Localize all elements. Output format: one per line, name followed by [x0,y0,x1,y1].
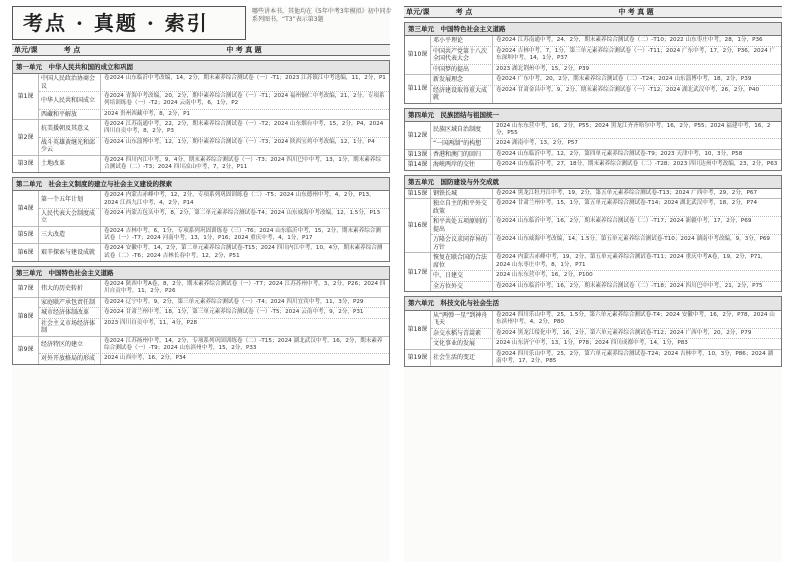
lesson-label: 第19课 [405,350,431,367]
table-row [431,217,781,235]
table-row [431,311,781,329]
unit-block [404,22,782,104]
table-row [431,139,781,149]
table-row [431,350,781,367]
lesson-block [405,150,781,161]
topic-cell: 抗美援朝及其意义 [39,120,101,137]
questions-cell: 2024 贵州西藏中考，8，2分，P1 [104,110,191,117]
topic-cell: 人民代表大会制度成立 [39,209,101,226]
column-header-unit: 单元/课 [406,7,430,16]
lesson-rows [431,311,781,349]
questions-cell: 2024 山东东营中考，16，2分，P55；2024 黑龙江齐齐哈尔中考，16，2分，P55；2024 福建中考，16，2分，P55 [496,122,771,137]
lesson-rows [39,191,389,226]
table-row [39,319,389,336]
table-row [431,150,781,160]
unit-heading: 第六单元 科技文化与社会生活 [405,297,781,310]
table-row [431,75,781,86]
lesson-rows [431,350,781,367]
unit-heading: 第二单元 社会主义制度的建立与社会主义建设的探索 [13,178,389,191]
unit-heading: 第三单元 中国特色社会主义道路 [405,23,781,36]
lesson-rows [431,253,781,291]
left-page [12,6,390,562]
table-row [39,191,389,209]
lesson-rows [39,120,389,155]
table-row [39,244,389,261]
lesson-label: 第7课 [13,280,39,297]
table-row [39,138,389,155]
lesson-rows [431,75,781,103]
table-row [39,227,389,244]
topic-cell: 杂交水稻与青蒿素 [431,329,493,339]
lesson-rows [431,160,781,170]
right-page [404,6,782,562]
column-header-topic: 考 点 [455,7,473,16]
lesson-block [13,280,389,298]
table-row [39,110,389,120]
topic-cell: 和平共处五项原则的提出 [431,217,493,234]
table-row [39,120,389,138]
topic-cell: 艰辛探索与建设成就 [39,244,101,261]
topic-cell: 伟大的历史转折 [39,280,101,297]
table-row [431,36,781,47]
topic-cell: 中国人民政治协商会议 [39,74,101,91]
column-header-unit: 单元/课 [14,45,38,54]
lesson-label: 第6课 [13,244,39,261]
table-row [39,156,389,173]
lesson-rows [39,280,389,297]
questions-cell: 卷2024 山东威海中考改编，14，1.5分，第五单元素养综合测试卷-T10；2024 湖南中考改编，9，3分，P69 [496,236,770,243]
questions-cell: 卷2024 山东临沂中考，27，18分，期末素养综合测试卷（二）-T28；2023 四川达州中考改编，23，2分，P63 [496,161,778,168]
questions-cell: 卷2024 山东临沂中考，16，2分，期末素养综合测试卷（二）-T18；2024 四川巴中中考，21，2分，P75 [496,282,763,289]
column-header-questions: 中 考 真 题 [226,45,262,54]
topic-cell: 土地改革 [39,156,101,173]
topic-cell: 邓小平理论 [431,36,493,46]
lesson-label: 第15课 [405,189,431,199]
topic-cell: 社会主义市场经济体制 [39,319,101,336]
questions-cell: 卷2024 安徽中考，14，2分，第二单元素养综合测试卷-T15；2024 四川内江中考，10，4分，期末素养综合测试卷（二）-T6；2024 吉林长春中考，12，2分，P51 [104,245,383,259]
column-header-topic: 考 点 [63,45,81,54]
lesson-label: 第8课 [13,298,39,336]
questions-cell: 2023 四川自贡中考，11，4分，P28 [104,319,198,326]
questions-cell: 2024 湖南中考，13，2分，P57 [496,140,578,147]
lesson-block [13,74,389,120]
topic-cell: 中国梦的提出 [431,65,493,75]
questions-cell: 卷2024 江苏南通中考，24，2分，期末素养综合测试卷（二）-T10；2022 山东枣庄中考，28，1分，P36 [496,37,763,44]
questions-cell: 2024 山东东营中考，16，2分，P100 [496,272,593,279]
lesson-rows [39,74,389,119]
topic-cell: 西藏和平解放 [39,110,101,120]
topic-cell: 万隆会议求同存异的方针 [431,235,493,252]
unit-block [12,266,390,365]
lesson-label: 第17课 [405,253,431,291]
unit-block [12,177,390,262]
questions-cell: 卷2024 四川内江中考，9，4分，期末素养综合测试卷（一）-T3；2024 四川巴中中考，13，1分，期末素养综合测试卷（二）-T3；2024 四川凉山中考，7，2分，P11 [104,156,381,170]
questions-cell: 卷2024 甘肃兰州中考，18，1分，第三单元素养综合测试卷（一）-T5；2024 云南中考，9，2分，P31 [104,309,364,316]
questions-cell: 卷2024 甘肃金昌中考，9，2分，期末素养综合测试卷（一）-T12；2024 湖北武汉中考，26，2分，P40 [496,86,760,93]
unit-heading: 第一单元 中华人民共和国的成立和巩固 [13,61,389,74]
lesson-label: 第13课 [405,150,431,160]
topic-cell: 对外开放格局的形成 [39,354,101,364]
table-row [431,253,781,271]
topic-cell: 从“两弹一星”到神舟飞天 [431,311,493,328]
table-row [431,86,781,103]
lesson-block [405,350,781,367]
topic-cell: 文化事业的发展 [431,339,493,349]
lesson-block [405,199,781,253]
topic-cell: 钢铁长城 [431,189,493,199]
table-row [39,280,389,297]
lesson-block [405,253,781,291]
lesson-label: 第9课 [13,337,39,364]
topic-cell: 社会生活的变迁 [431,350,493,367]
table-row [431,65,781,75]
lesson-label: 第10课 [405,36,431,74]
lesson-block [405,75,781,103]
topic-cell: 家庭联产承包责任制 [39,298,101,308]
questions-cell: 卷2024 山东临沂中考，12，2分，第四单元素养综合测试卷-T9；2023 天津中考，10，3分，P58 [496,150,743,157]
questions-cell: 卷2024 吉林中考，7，1分，第三单元素养综合测试卷（一）-T11；2024 广东中考，17，2分，P36，2024 广东深圳中考，14，1分，P37 [496,47,776,61]
questions-cell: 卷2024 陕西中考A卷，8，2分，期末素养综合测试卷（一）-T7；2024 江苏苏州中考，3，2分，P26；2024 四川自贡中考，11，2分，P26 [104,281,386,295]
column-header-questions: 中 考 真 题 [618,7,654,16]
unit-heading: 第四单元 民族团结与祖国统一 [405,109,781,122]
topic-cell: 经济建设取得重大成就 [431,86,493,103]
questions-cell: 卷2024 江苏南通中考，22，2分，期末素养综合测试卷（一）-T2；2024 山东烟台中考，15，2分，P4，2024 四川自贡中考，8，2分，P3 [104,121,384,135]
unit-block [404,296,782,367]
questions-cell: 2024 山东济宁中考，13，1分，P78；2024 四川成都中考，14，1分，P83 [496,340,688,347]
table-row [431,339,781,349]
lesson-block [405,160,781,170]
lesson-block [405,311,781,350]
lesson-label: 第11课 [405,75,431,103]
questions-cell: 卷2024 内蒙古赤峰中考，12，2分，专项系列巩固训练卷（二）-T5；2024 山东德州中考，4，2分，P13，2024 江西九江中考，4，2分，P14 [104,192,375,206]
questions-cell: 卷2024 山东淄博中考，12，1分，期中素养综合测试卷（一）-T3；2024 陕西宝鸡中考改编，12，1分，P4 [104,138,375,145]
questions-cell: 卷2024 山东临沂中考改编，14，2分，期末素养综合测试卷（一）-T1；2023 江苏镇江中考选编，11，2分，P1 [104,75,386,82]
topic-cell: 民族区域自治制度 [431,122,493,139]
lesson-label: 第14课 [405,160,431,170]
unit-heading: 第三单元 中国特色社会主义道路 [13,267,389,280]
questions-cell: 2024 山西中考，16，2分，P34 [104,355,186,362]
lesson-block [13,120,389,156]
questions-cell: 卷2024 吉林中考，6，1分，专项系列巩固训练卷（三）-T6；2024 山东临沂中考，15，2分，期末素养综合测试卷（一）-T7；2024 河南中考，13，1分，P16；2024 重庆中考，4，1分，P17 [104,227,381,242]
table-row [431,271,781,282]
lesson-label: 第12课 [405,122,431,149]
topic-cell: “一国两制”的构想 [431,139,493,149]
topic-cell: 全方位外交 [431,282,493,292]
unit-block [12,60,390,173]
topic-cell: 战斗英雄黄继光和邱少云 [39,138,101,155]
lesson-block [13,227,389,245]
table-row [39,298,389,309]
title-box [12,6,246,40]
left-header [12,6,390,54]
unit-block [404,175,782,293]
lesson-block [13,337,389,364]
questions-cell: 卷2024 内蒙古赤峰中考，19，2分，第五单元素养综合测试卷-T11；2024 重庆中考A卷，19，2分，P71，2024 山东枣庄中考，8，1分，P71 [496,254,767,268]
lesson-block [13,298,389,337]
questions-cell: 卷2024 辽宁中考，9，2分，第三单元素养综合测试卷（一）-T4；2024 四川宜宾中考，11，3分，P29 [104,298,364,305]
table-row [39,209,389,226]
table-row [431,282,781,292]
topic-cell: 新发展理念 [431,75,493,85]
questions-cell: 卷2024 山东临沂中考，16，2分，期末素养综合测试卷（二）-T17；2024 新疆中考，17，2分，P69 [496,218,752,225]
unit-block [404,108,782,171]
table-row [39,308,389,319]
lesson-rows [39,298,389,336]
topic-cell: 城市经济体制改革 [39,308,101,318]
topic-cell: 恢复在联合国的合法席位 [431,253,493,270]
questions-cell: 卷2024 黑龙江绥化中考，16，2分，第六单元素养综合测试卷-T12；2024 广西中考，20，2分，P79 [496,329,752,336]
topic-cell: 中国共产党第十八次全国代表大会 [431,47,493,64]
topic-cell: 三大改造 [39,227,101,244]
table-row [431,235,781,252]
lesson-label: 第2课 [13,120,39,155]
questions-cell: 卷2024 甘肃兰州中考，15，1分，第五单元素养综合测试卷-T14；2024 湖北武汉中考，18，2分，P74 [496,200,758,207]
lesson-block [405,122,781,150]
topic-cell: 第一个五年计划 [39,191,101,208]
left-content [12,60,390,369]
questions-cell: 卷2024 黑龙江牡丹江中考，19，2分，第五单元素养综合测试卷-T13；2024 广西中考，29，2分，P67 [496,189,758,196]
lesson-block [13,156,389,173]
lesson-rows [39,244,389,261]
topic-cell: 香港和澳门的回归 [431,150,493,160]
table-row [431,329,781,340]
lesson-label: 第5课 [13,227,39,244]
questions-cell: 卷2024 四川乐山中考，25，2分，第六单元素养综合测试卷-T24；2024 吉林中考，10，3分，P86；2024 湖南中考，17，2分，P85 [496,350,774,364]
lesson-rows [431,122,781,149]
topic-cell: 中华人民共和国成立 [39,92,101,109]
lesson-label: 第3课 [13,156,39,173]
table-row [431,122,781,140]
topic-cell: 中、日建交 [431,271,493,281]
lesson-rows [39,227,389,244]
table-row [39,74,389,92]
table-row [431,199,781,217]
lesson-label: 第16课 [405,199,431,252]
lesson-block [405,189,781,200]
lesson-rows [431,150,781,160]
lesson-block [13,244,389,261]
title-note: 哪些讲本书，其他均在《5年中考3年模拟》初中同步系列图书，“T3”表示第3题 [252,8,392,24]
unit-heading: 第五单元 国防建设与外交成就 [405,176,781,189]
column-header [404,6,782,18]
lesson-rows [39,156,389,173]
lesson-label: 第1课 [13,74,39,119]
lesson-rows [431,189,781,199]
table-row [431,189,781,199]
questions-cell: 卷2024 内蒙古包头中考，8，2分，第二单元素养综合测试卷-T4；2024 山东威海中考改编，12，1.5分，P13 [104,209,381,216]
table-row [39,92,389,110]
lesson-label: 第4课 [13,191,39,226]
table-row [431,160,781,170]
lesson-block [405,36,781,75]
table-row [431,47,781,65]
topic-cell: 经济特区的建立 [39,337,101,354]
right-content [404,22,782,371]
lesson-rows [39,337,389,364]
questions-cell: 卷2024 青海中考改编，20，2分，期中素养综合测试卷（一）-T1；2024 福州铜仁中考改编，21，2分，专项系列培训练卷（一）-T2；2024 云南中考，6，1分，P2 [104,93,385,107]
lesson-label: 第18课 [405,311,431,349]
lesson-block [13,191,389,227]
topic-cell: 独立自主的和平外交政策 [431,199,493,216]
topic-cell: 海峡两岸的交往 [431,160,493,170]
page-title: 考点 · 真题 · 索引 [23,10,209,35]
lesson-rows [431,36,781,74]
questions-cell: 2023 湖北荆州中考，15，2分，P39 [496,65,590,72]
questions-cell: 卷2024 江苏扬州中考，14，2分，专项系列巩固训练卷（二）-T15；2024 湖北武汉中考，16，2分，期末素养综合测试卷（一）-T9；2024 山东滨州中考，15，2分，P33 [104,337,383,351]
questions-cell: 卷2024 广东中考，20，2分，期末素养综合测试卷（二）-T24；2024 山东淄博中考，18，2分，P39 [496,76,752,83]
column-header [12,44,390,56]
table-row [39,337,389,355]
table-row [39,354,389,364]
lesson-rows [431,199,781,252]
questions-cell: 卷2024 四川乐山中考，25，1.5分，第六单元素养综合测试卷-T4；2024 安徽中考，16，2分，P78，2024 山东滨州中考，4，2分，P80 [496,311,775,325]
